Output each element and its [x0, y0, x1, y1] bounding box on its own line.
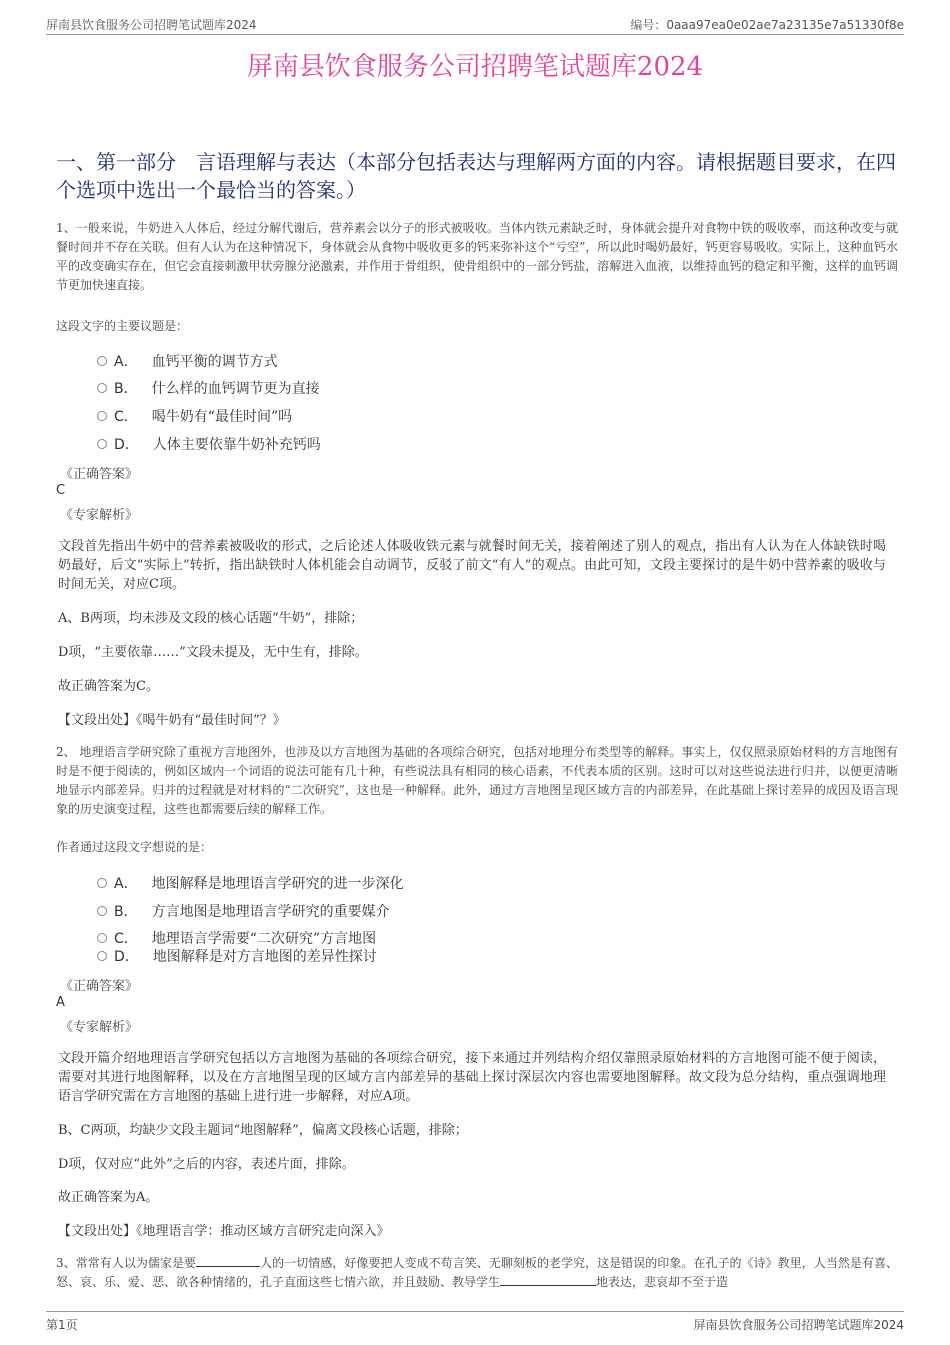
fill-blank[interactable]: [196, 1254, 260, 1267]
question-2-source: 【文段出处】《地理语言学：推动区域方言研究走向深入》: [58, 1224, 390, 1239]
question-1-conclusion: 故正确答案为C。: [58, 679, 159, 694]
page-header: [46, 14, 904, 35]
radio-icon[interactable]: [97, 951, 107, 961]
question-1-option-c[interactable]: C． 喝牛奶有“最佳时间”吗: [97, 406, 292, 426]
analysis-label: 《专家解析》: [60, 1020, 139, 1035]
radio-icon[interactable]: [97, 356, 107, 366]
question-1-option-a[interactable]: A． 血钙平衡的调节方式: [97, 351, 278, 371]
page-footer: [46, 1311, 904, 1334]
question-2-option-c[interactable]: C． 地理语言学需要“二次研究”方言地图: [97, 928, 376, 948]
answer-label: 《正确答案》: [60, 979, 139, 994]
fill-blank[interactable]: [500, 1273, 596, 1286]
page-number: 第1页: [46, 1318, 78, 1332]
question-2-option-b[interactable]: B． 方言地图是地理语言学研究的重要媒介: [97, 901, 390, 921]
header-doc-title: 屏南县饮食服务公司招聘笔试题库2024: [46, 18, 257, 32]
question-1-source: 【文段出处】《喝牛奶有“最佳时间”？》: [58, 713, 286, 728]
question-3-text: 3、常常有人以为儒家是要 人的一切情感，好像要把人变成不苟言笑、无聊刻板的老学究，这是错误的印象。在孔子的《诗》教里，人当然是有喜、怒、哀、乐、爱、恶、欲各种情绪的，孔子直面这些七情六欲，并且鼓励、教导学生 地表达，悲哀却不至于造: [56, 1256, 898, 1289]
radio-icon[interactable]: [97, 878, 107, 888]
question-2-option-d[interactable]: D． 地图解释是对方言地图的差异性探讨: [97, 946, 377, 966]
question-1-analysis-line: A、B两项，均未涉及文段的核心话题“牛奶”，排除；: [58, 611, 364, 626]
question-1-answer: C: [56, 483, 66, 498]
question-1-analysis-line: D项，“主要依靠……”文段未提及，无中生有，排除。: [58, 645, 368, 660]
question-2-analysis-line: D项，仅对应“此外”之后的内容，表述片面，排除。: [58, 1157, 355, 1172]
question-2-analysis: 文段开篇介绍地理语言学研究包括以方言地图为基础的各项综合研究，接下来通过并列结构介绍仅靠照录原始材料的方言地图可能不便于阅读，需要对其进行地图解释，以及在方言地图呈现的区域方言内部差异的基础上探讨深层次内容也需要地图解释。故文段为总分结构，重点强调地理语言学研究需在方言地图的基础上进行进一步解释，对应A项。: [58, 1051, 886, 1104]
header-doc-id: 编号：0aaa97ea0e02ae7a23135e7a51330f8e: [630, 18, 904, 32]
footer-doc-title: 屏南县饮食服务公司招聘笔试题库2024: [693, 1318, 904, 1332]
question-2-text: 2、 地理语言学研究除了重视方言地图外，也涉及以方言地图为基础的各项综合研究，包括对地理分布类型等的解释。事实上，仅仅照录原始材料的方言地图有时是不便于阅读的，例如区域内一个词语的说法可能有几十种，有些说法具有相同的核心语素，不代表本质的区别。这时可以对这些说法进行归并，以便更清晰地显示内部差异。归并的过程就是对材料的“二次研究”，这也是一种解释。此外，通过方言地图呈现区域方言的内部差异，在此基础上探讨差异的成因及语言现象的历史演变过程，这些也都需要后续的解释工作。: [56, 745, 898, 816]
section-heading: 一、第一部分 言语理解与表达（本部分包括表达与理解两方面的内容。请根据题目要求，在四个选项中选出一个最恰当的答案。）: [56, 150, 896, 202]
question-2-analysis-line: B、C两项，均缺少文段主题词“地图解释”，偏离文段核心话题，排除；: [58, 1123, 468, 1138]
radio-icon[interactable]: [97, 933, 107, 943]
document-title: 屏南县饮食服务公司招聘笔试题库2024: [246, 52, 704, 82]
question-1-option-d[interactable]: D． 人体主要依靠牛奶补充钙吗: [97, 434, 321, 454]
question-1-analysis: 文段首先指出牛奶中的营养素被吸收的形式，之后论述人体吸收铁元素与就餐时间无关，接着阐述了别人的观点，指出有人认为在人体缺铁时喝奶最好，后文“实际上”转折，指出缺铁时人体机能会自动调节，反驳了前文“有人”的观点。由此可知，文段主要探讨的是牛奶中营养素的吸收与时间无关，对应C项。: [58, 539, 886, 592]
question-2-conclusion: 故正确答案为A。: [58, 1190, 159, 1205]
answer-label: 《正确答案》: [60, 467, 139, 482]
analysis-label: 《专家解析》: [60, 508, 139, 523]
question-1-option-b[interactable]: B． 什么样的血钙调节更为直接: [97, 378, 320, 398]
radio-icon[interactable]: [97, 439, 107, 449]
question-1-text: 1、一般来说，牛奶进入人体后，经过分解代谢后，营养素会以分子的形式被吸收。当体内铁元素缺乏时，身体就会提升对食物中铁的吸收率，而这种改变与就餐时间并不存在关联。但有人认为在这种情况下，身体就会从食物中吸收更多的钙来弥补这个“亏空”，所以此时喝奶最好，钙更容易吸收。实际上，这种血钙水平的改变确实存在，但它会直接刺激甲状旁腺分泌激素，并作用于骨组织，使骨组织中的一部分钙盐，溶解进入血液，以维持血钙的稳定和平衡，这样的血钙调节更加快速直接。: [56, 221, 898, 292]
question-1-prompt: 这段文字的主要议题是：: [56, 319, 189, 333]
radio-icon[interactable]: [97, 411, 107, 421]
radio-icon[interactable]: [97, 383, 107, 393]
question-2-prompt: 作者通过这段文字想说的是：: [56, 840, 213, 854]
question-2-answer: A: [56, 995, 65, 1010]
radio-icon[interactable]: [97, 906, 107, 916]
question-2-option-a[interactable]: A． 地图解释是地理语言学研究的进一步深化: [97, 873, 404, 893]
